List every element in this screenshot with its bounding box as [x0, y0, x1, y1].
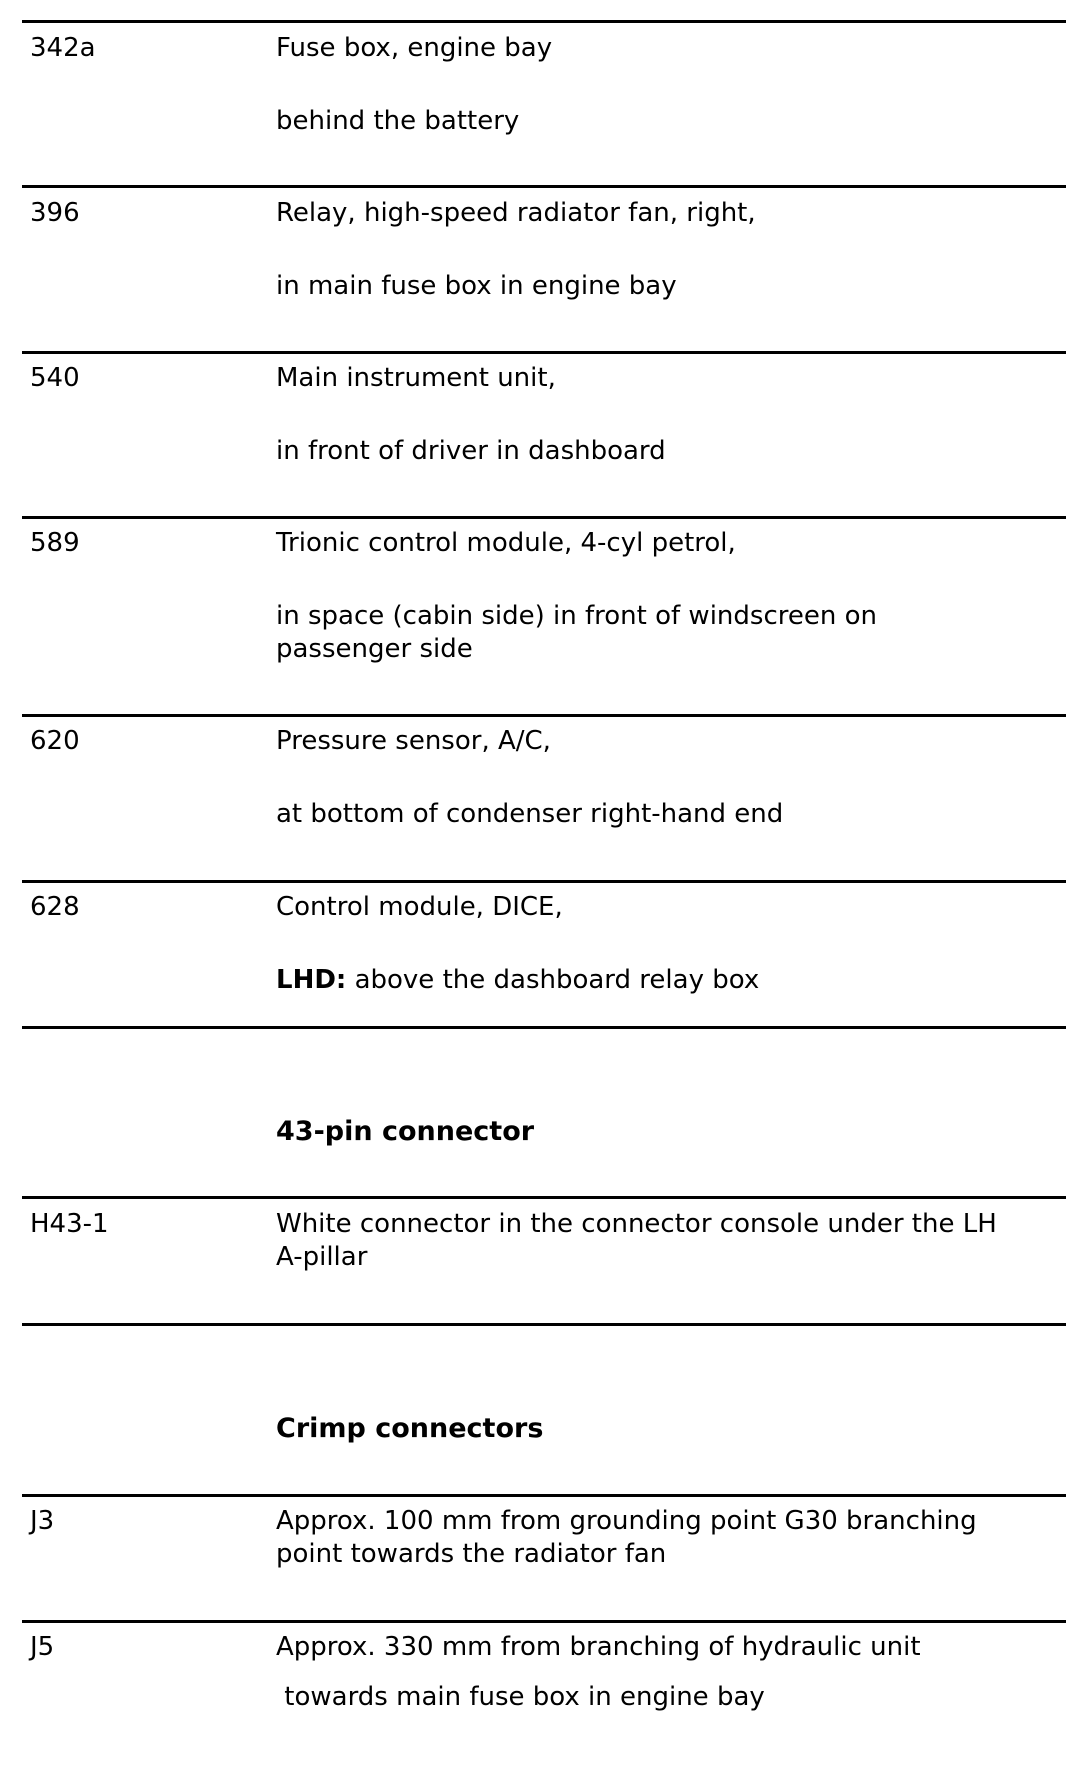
- component-location: in front of driver in dashboard: [276, 436, 666, 466]
- component-description: towards main fuse box in engine bay: [276, 1682, 765, 1712]
- component-code: 620: [30, 726, 80, 756]
- component-location: passenger side: [276, 634, 473, 664]
- component-location: [276, 963, 759, 997]
- component-location: at bottom of condenser right-hand end: [276, 799, 784, 829]
- component-description: Pressure sensor, A/C,: [276, 726, 551, 756]
- component-description: Main instrument unit,: [276, 363, 556, 393]
- table-rule: [22, 1196, 1066, 1199]
- component-code: 396: [30, 198, 80, 228]
- component-description: Trionic control module, 4-cyl petrol,: [276, 528, 736, 558]
- component-code: 540: [30, 363, 80, 393]
- table-rule: [22, 1494, 1066, 1497]
- component-code: J3: [30, 1506, 55, 1536]
- component-code: J5: [30, 1632, 55, 1662]
- lhd-location: above the dashboard relay box: [346, 965, 760, 995]
- component-location: in main fuse box in engine bay: [276, 271, 677, 301]
- table-rule: [22, 1323, 1066, 1326]
- component-description: Relay, high-speed radiator fan, right,: [276, 198, 756, 228]
- component-description: White connector in the connector console under the LH: [276, 1209, 997, 1239]
- table-rule: [22, 20, 1066, 23]
- section-heading-crimp: Crimp connectors: [276, 1413, 544, 1444]
- component-code: 342a: [30, 33, 96, 63]
- section-heading-43-pin: 43-pin connector: [276, 1116, 535, 1147]
- component-description: Approx. 330 mm from branching of hydraulic unit: [276, 1632, 921, 1662]
- table-rule: [22, 185, 1066, 188]
- component-description: Approx. 100 mm from grounding point G30 branching: [276, 1506, 977, 1536]
- component-code: H43-1: [30, 1209, 109, 1239]
- component-description: point towards the radiator fan: [276, 1539, 667, 1569]
- table-rule: [22, 1026, 1066, 1029]
- component-code: 628: [30, 892, 80, 922]
- lhd-label: LHD:: [276, 965, 347, 995]
- component-code: 589: [30, 528, 80, 558]
- table-rule: [22, 880, 1066, 883]
- table-rule: [22, 351, 1066, 354]
- table-rule: [22, 714, 1066, 717]
- table-rule: [22, 516, 1066, 519]
- component-location: behind the battery: [276, 106, 520, 136]
- table-rule: [22, 1620, 1066, 1623]
- component-location: in space (cabin side) in front of windscreen on: [276, 601, 877, 631]
- component-description: A-pillar: [276, 1242, 368, 1272]
- component-description: Control module, DICE,: [276, 892, 563, 922]
- component-description: Fuse box, engine bay: [276, 33, 553, 63]
